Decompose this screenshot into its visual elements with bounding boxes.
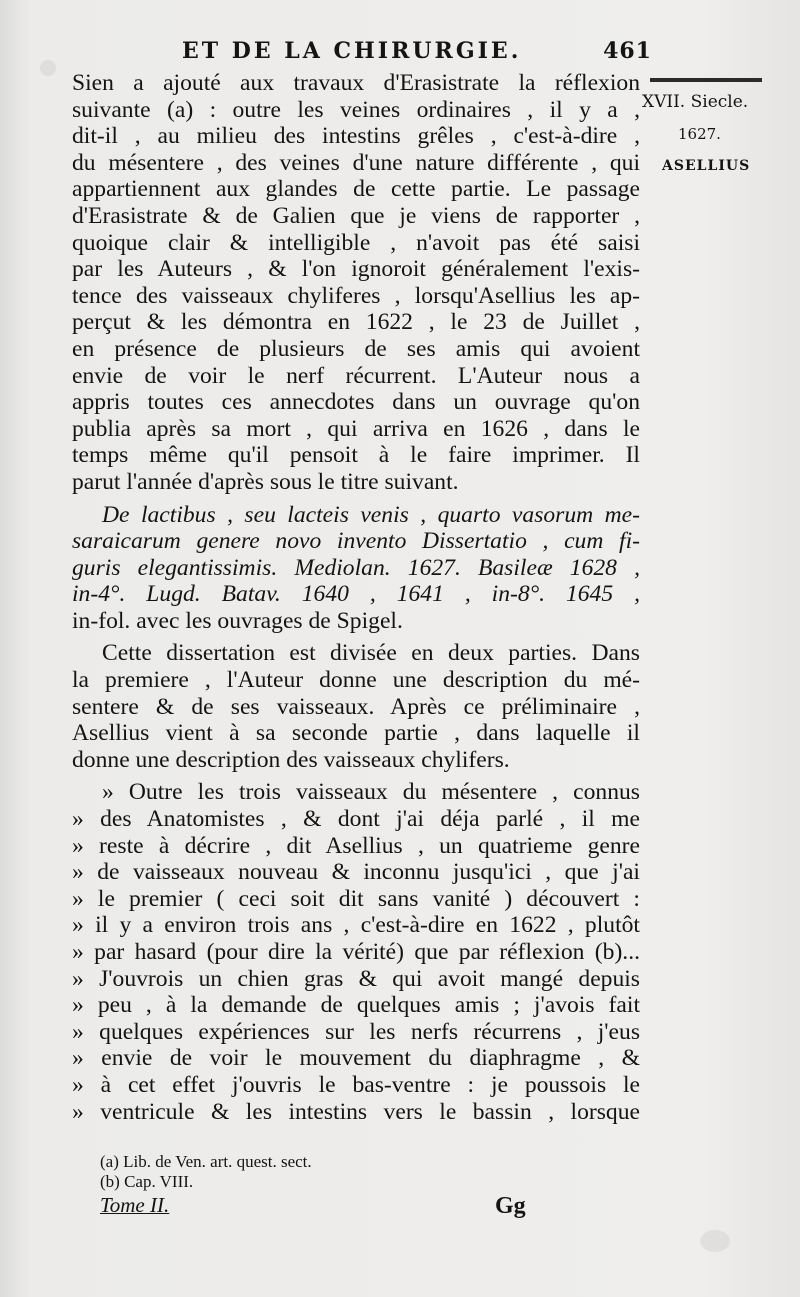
text-line: du mésentere , des veines d'une nature différente , qui — [72, 149, 640, 176]
text-line: » quelques expériences sur les nerfs récurrens , j'eus — [72, 1018, 640, 1045]
paragraph-citation — [72, 502, 640, 635]
signature-mark: Gg — [495, 1193, 526, 1219]
text-line: temps même qu'il pensoit à le faire imprimer. Il — [72, 442, 640, 469]
text-line: en présence de plusieurs de ses amis qui avoient — [72, 335, 640, 362]
paragraph-3 — [72, 640, 640, 773]
margin-notes — [642, 78, 792, 182]
text-line: » à cet effet j'ouvris le bas-ventre : je poussois le — [72, 1071, 640, 1098]
ink-spot — [40, 60, 56, 76]
text-line: suivante (a) : outre les veines ordinaires , il y a , — [72, 96, 640, 123]
volume-label: Tome II. — [100, 1193, 170, 1217]
text-line: » peu , à la demande de quelques amis ; j'avois fait — [72, 992, 640, 1019]
text-line: parut l'année d'après sous le titre suivant. — [72, 468, 459, 495]
text-line: » J'ouvrois un chien gras & qui avoit mangé depuis — [72, 965, 640, 992]
text-line: appartiennent aux glandes de cette partie. Le passage — [72, 176, 640, 203]
text-line: Cette dissertation est divisée en deux parties. Dans — [102, 640, 640, 667]
margin-rule — [650, 78, 762, 82]
text-line: » Outre les trois vaisseaux du mésentere , connus — [102, 779, 640, 806]
main-text — [72, 70, 640, 1125]
text-line: saraicarum genere novo invento Dissertatio , cum fi- — [72, 528, 640, 555]
running-title: ET DE LA CHIRURGIE. — [182, 38, 522, 64]
margin-century: XVII. Siecle. — [642, 92, 749, 112]
running-header — [182, 38, 652, 64]
footnote-b: (b) Cap. VIII. — [100, 1172, 194, 1191]
text-line: envie de voir le nerf récurrent. L'Auteur nous a — [72, 362, 640, 389]
text-line: tence des vaisseaux chyliferes , lorsqu'Asellius les ap- — [72, 282, 640, 309]
text-line: » reste à décrire , dit Asellius , un quatrieme genre — [72, 832, 640, 859]
text-line: » il y a environ trois ans , c'est-à-dire en 1622 , plutôt — [72, 912, 640, 939]
text-line: » de vaisseaux nouveau & inconnu jusqu'ici , que j'ai — [72, 859, 640, 886]
footnotes — [100, 1152, 500, 1192]
paper-stain — [700, 1230, 730, 1252]
text-line: » par hasard (pour dire la vérité) que par réflexion (b)... — [72, 939, 640, 965]
text-line: appris toutes ces annecdotes dans un ouvrage qu'on — [72, 389, 640, 416]
text-line: » ventricule & les intestins vers le bassin , lorsque — [72, 1098, 640, 1125]
text-line: » le premier ( ceci soit dit sans vanité ) découvert : — [72, 885, 640, 912]
text-line: perçut & les démontra en 1622 , le 23 de Juillet , — [72, 309, 640, 336]
text-line: » des Anatomistes , & dont j'ai déja parlé , il me — [72, 806, 640, 833]
text-line: donne une description des vaisseaux chylifers. — [72, 746, 510, 773]
paragraph-1 — [72, 70, 640, 496]
text-line: d'Erasistrate & de Galien que je viens de rapporter , — [72, 202, 640, 229]
text-line: par les Auteurs , & l'on ignoroit généralement l'exis- — [72, 256, 640, 283]
paragraph-quote — [72, 779, 640, 1125]
text-line: Asellius vient à sa seconde partie , dans laquelle il — [72, 720, 640, 747]
text-line: quoique clair & intelligible , n'avoit pas été saisi — [72, 229, 640, 256]
text-line: » envie de voir le mouvement du diaphragme , & — [72, 1045, 640, 1072]
text-line: la premiere , l'Auteur donne une description du mé- — [72, 667, 640, 694]
text-line: sentere & de ses vaisseaux. Après ce préliminaire , — [72, 693, 640, 720]
text-line: in-4°. Lugd. Batav. 1640 , 1641 , in-8°. 1645 , — [72, 581, 640, 608]
text-line: De lactibus , seu lacteis venis , quarto vasorum me- — [102, 501, 640, 528]
footnote-a: (a) Lib. de Ven. art. quest. sect. — [100, 1152, 312, 1171]
text-line: guris elegantissimis. Mediolan. 1627. Basileæ 1628 , — [72, 554, 640, 581]
margin-year: 1627. — [678, 125, 721, 143]
text-line: dit-il , au milieu des intestins grêles , c'est-à-dire , — [72, 123, 640, 150]
margin-name: ASELLIUS — [662, 158, 751, 174]
page-footer — [100, 1193, 640, 1218]
text-line: publia après sa mort , qui arriva en 1626 , dans le — [72, 415, 640, 442]
text-line: Sien a ajouté aux travaux d'Erasistrate la réflexion — [72, 70, 640, 96]
text-line: in-fol. avec les ouvrages de Spigel. — [72, 607, 403, 634]
page-number: 461 — [603, 38, 652, 64]
